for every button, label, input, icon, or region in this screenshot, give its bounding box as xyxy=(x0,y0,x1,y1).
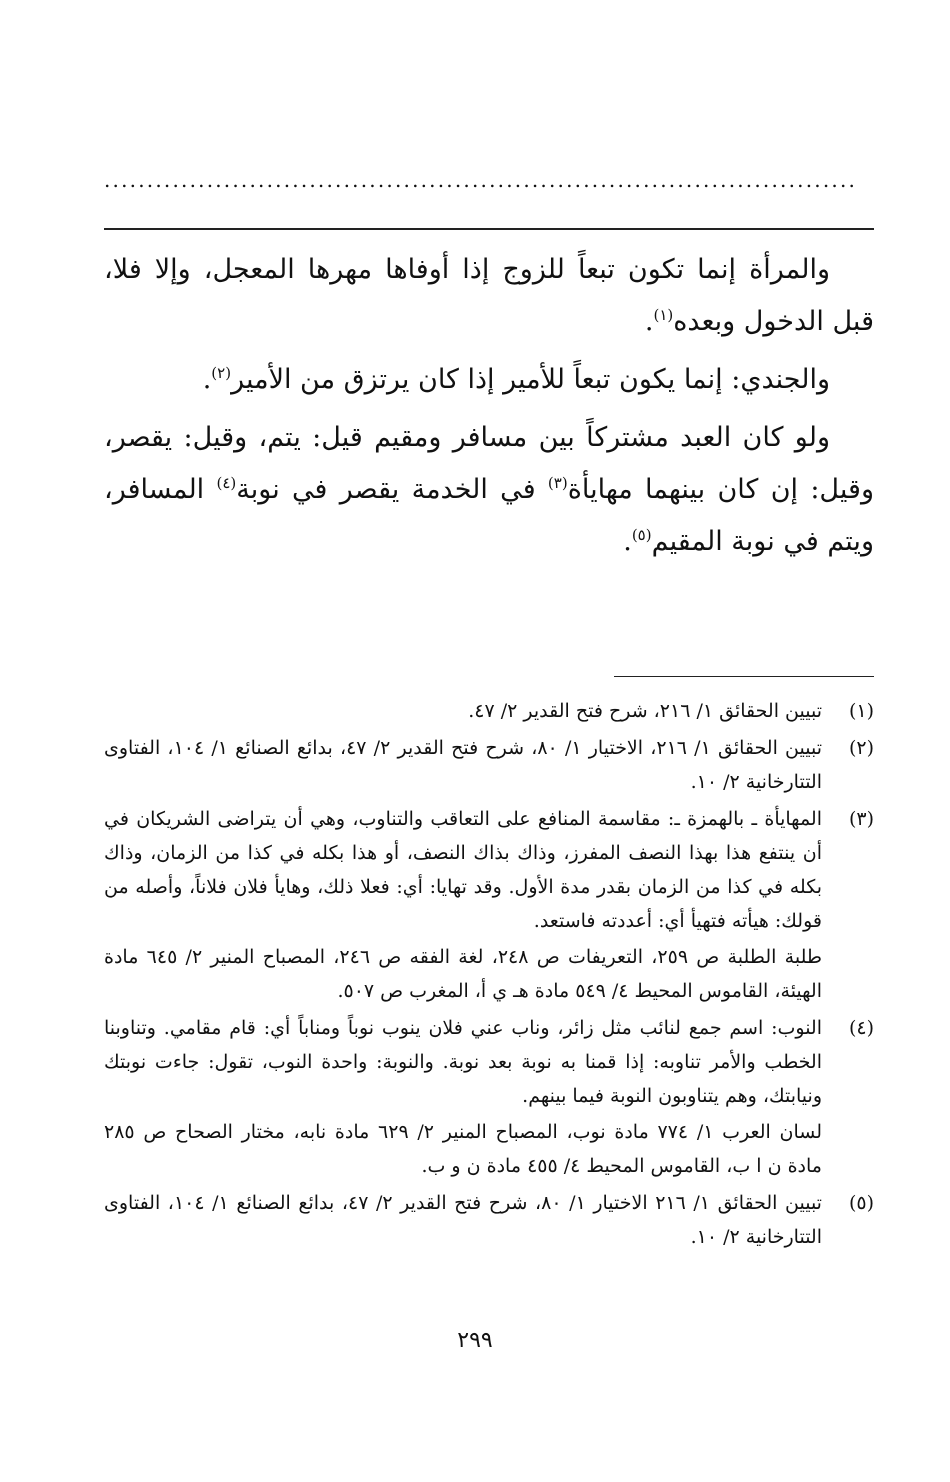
footnote-body xyxy=(104,1186,822,1254)
paragraph-wife: والمرأة إنما تكون تبعاً للزوج إذا أوفاها مهرها المعجل، وإلا فلا، قبل الدخول وبعده$^{(١)}$. xyxy=(104,254,874,337)
page-number: ٢٩٩ xyxy=(457,1328,493,1353)
footnote-text: تبيين الحقائق ١/ ٢١٦، شرح فتح القدير ٢/ ٤٧. xyxy=(468,700,822,722)
footnote-number: (٥) xyxy=(848,1192,874,1214)
footnote-body xyxy=(104,694,822,728)
footnote-body xyxy=(104,802,822,1008)
footnote-rule xyxy=(614,676,874,677)
footnote-sources: لسان العرب ١/ ٧٧٤ مادة نوب، المصباح المنير ٢/ ٦٢٩ مادة نابه، مختار الصحاح ص ٢٨٥ مادة ن ا ب، القاموس المحيط ٤/ ٤٥٥ مادة ن و ب. xyxy=(104,1121,822,1177)
footnote-number: (٤) xyxy=(848,1017,874,1039)
footnote-number: (١) xyxy=(848,700,874,722)
footnote-5 xyxy=(104,1186,874,1254)
dotted-separator: ........................................................................................ xyxy=(104,170,858,190)
footnote-body xyxy=(104,1011,822,1183)
footnote-ref-3[interactable]: (٣) xyxy=(547,474,568,492)
footnote-3 xyxy=(104,802,874,1008)
footnote-text: تبيين الحقائق ١/ ٢١٦ الاختيار ١/ ٨٠، شرح فتح القدير ٢/ ٤٧، بدائع الصنائع ١/ ١٠٤، الفتاوى التتارخانية ٢/ ١٠. xyxy=(104,1192,822,1248)
footnote-ref-1[interactable]: (١) xyxy=(653,306,674,324)
footnote-4 xyxy=(104,1011,874,1183)
footnote-number: (٢) xyxy=(848,737,874,759)
footnotes xyxy=(104,694,874,1257)
footnote-1 xyxy=(104,694,874,728)
footnote-text: المهايأة ـ بالهمزة ـ: مقاسمة المنافع على التعاقب والتناوب، وهي أن يتراضى الشريكان في أن ينتفع هذا بهذا النصف المفرز، وذاك بذاك النصف، أو هذا بكله في كذا من الزمان، وذاك بكله في كذا من الزمان بقدر مدة الأول. وقد تهايا: أي: فعلا ذلك، وهايأ فلان فلاناً، وأصله من قولك: هيأته فتهيأ أي: أعددته فاستعد. xyxy=(104,808,822,932)
footnote-sources: طلبة الطلبة ص ٢٥٩، التعريفات ص ٢٤٨، لغة الفقه ص ٢٤٦، المصباح المنير ٢/ ٦٤٥ مادة الهيئة، القاموس المحيط ٤/ ٥٤٩ مادة هـ ي أ، المغرب ص ٥٠٧. xyxy=(104,946,822,1002)
top-rule xyxy=(104,228,874,230)
footnote-text: النوب: اسم جمع لنائب مثل زائر، وناب عني فلان ينوب نوباً ومناباً أي: قام مقامي. وتناوبنا الخطب والأمر تناوبه: إذا قمنا به نوبة بعد نوبة. والنوبة: واحدة النوب، تقول: جاءت نوبتك ونيابتك، وهم يتناوبون النوبة فيما بينهم. xyxy=(104,1017,822,1107)
footnote-2 xyxy=(104,731,874,799)
main-text xyxy=(104,244,874,574)
footnote-ref-5[interactable]: (٥) xyxy=(631,526,652,544)
footnote-ref-2[interactable]: (٢) xyxy=(211,364,232,382)
footnote-body xyxy=(104,731,822,799)
paragraph-soldier: والجندي: إنما يكون تبعاً للأمير إذا كان يرتزق من الأمير$^{(٢)}$. xyxy=(202,364,830,395)
footnote-number: (٣) xyxy=(848,808,874,830)
footnote-ref-4[interactable]: (٤) xyxy=(216,474,237,492)
footnote-text: تبيين الحقائق ١/ ٢١٦، الاختيار ١/ ٨٠، شرح فتح القدير ٢/ ٤٧، بدائع الصنائع ١/ ١٠٤، الفتاوى التتارخانية ٢/ ١٠. xyxy=(104,737,822,793)
paragraph-slave: ولو كان العبد مشتركاً بين مسافر ومقيم قيل: يتم، وقيل: يقصر، وقيل: إن كان بينهما مهايأة$^{(٣)}$ في الخدمة يقصر في نوبة$^{(٤)}$ المسافر، ويتم في نوبة المقيم$^{(٥)}$. xyxy=(104,422,874,557)
